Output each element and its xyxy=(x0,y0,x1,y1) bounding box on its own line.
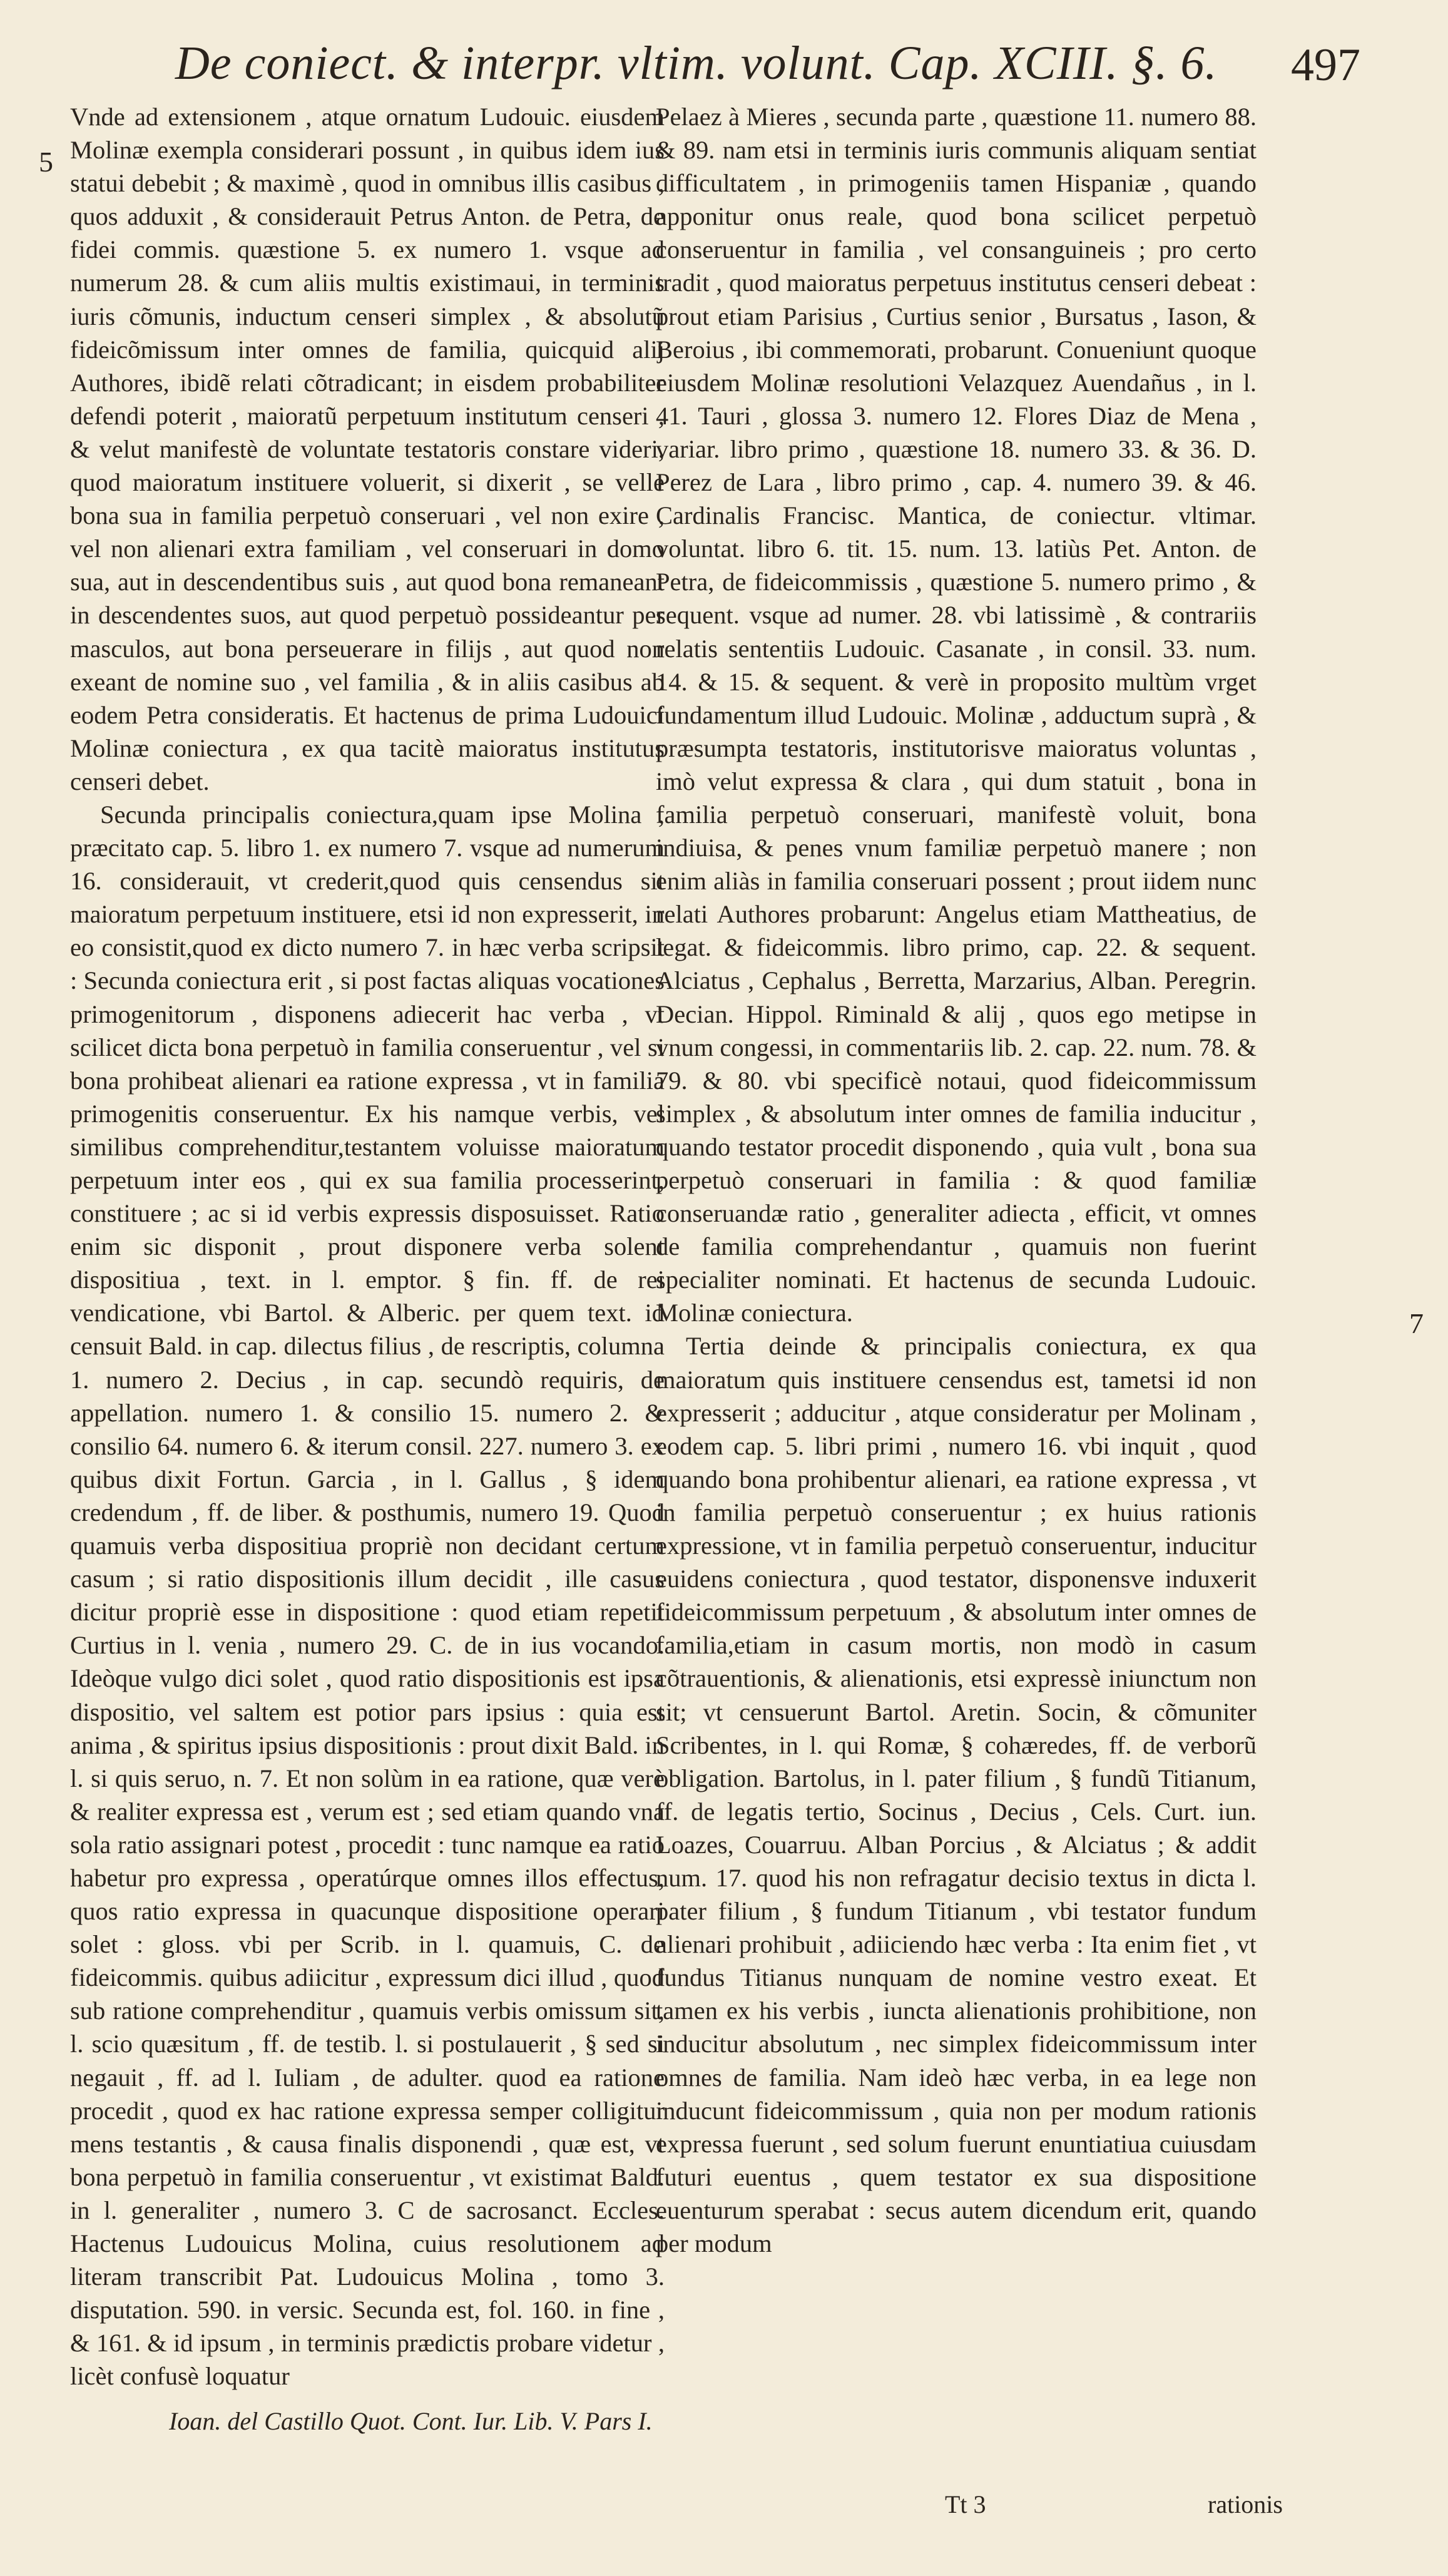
paragraph-1: Vnde ad extensionem , atque ornatum Ludouic. eiusdem Molinæ exempla considerari possunt , in quibus idem ius statui debebit ; & maximè , quod in omnibus illis casibus , quos adduxit , & considerauit Petrus Anton. de Petra, de fidei commis. quæstione 5. ex numero 1. vsque ad numerum 28. & cum aliis multis existimaui, in terminis iuris cõmunis, inductum censeri simplex , & absolutũ fideicõmissum inter omnes de familia, quicquid alij Authores, ibidẽ relati cõtradicant; in eisdem probabiliter defendi poterit , maioratũ perpetuum institutum censeri , & velut manifestè de voluntate testatoris constare videri, quod maioratum instituere voluerit, si dixerit , se velle bona sua in familia perpetuò conseruari , vel non exire , vel non alienari extra familiam , vel conseruari in domo sua, aut in descendentibus suis , aut quod bona remaneant in descendentes suos, aut quod perpetuò possideantur per masculos, aut bona perseuerare in filijs , aut quod non exeant de nomine suo , vel familia , & in aliis casibus ab eodem Petra consideratis. Et hactenus de prima Ludouici Molinæ coniectura , ex qua tacitè maioratus institutus censeri debet. xyxy=(70,103,665,795)
paragraph-3: Pelaez à Mieres , secunda parte , quæstione 11. numero 88. & 89. nam etsi in terminis iuris communis aliquam sentiat difficultatem , in primogeniis tamen Hispaniæ , quando apponitur onus reale, quod bona scilicet perpetuò conseruentur in familia , vel consanguineis ; pro certo tradit , quod maioratus perpetuus institutus censeri debeat : prout etiam Parisius , Curtius senior , Bursatus , Iason, & Beroius , ibi commemorati, probarunt. Conueniunt quoque eiusdem Molinæ resolutioni Velazquez Auendañus , in l. 41. Tauri , glossa 3. numero 12. Flores Diaz de Mena , variar. libro primo , quæstione 18. numero 33. & 36. D. Perez de Lara , libro primo , cap. 4. numero 39. & 46. Cardinalis Francisc. Mantica, de coniectur. vltimar. voluntat. libro 6. tit. 15. num. 13. latiùs Pet. Anton. de Petra, de fideicommissis , quæstione 5. numero primo , & sequent. vsque ad numer. 28. vbi latissimè , & contrariis relatis sententiis Ludouic. Casanate , in consil. 33. num. 14. & 15. & sequent. & verè in proposito multùm vrget fundamentum illud Ludouic. Molinæ , adductum suprà , & præsumpta testatoris, institutorisve maioratus voluntas , imò velut expressa & clara , qui dum statuit , bona in familia perpetuò conseruari, manifestè voluit, bona indiuisa, & penes vnum familiæ perpetuò manere ; non enim aliàs in familia conseruari possent ; prout iidem nunc relati Authores probarunt: Angelus etiam Mattheatius, de legat. & fideicommis. libro primo, cap. 22. & sequent. Alciatus , Cephalus , Berretta, Marzarius, Alban. Peregrin. Decian. Hippol. Riminald & alij , quos ego metipse in vnum congessi, in commentariis lib. 2. cap. 22. num. 78. & 79. & 80. vbi specificè notaui, quod fideicommissum simplex , & absolutum inter omnes de familia inducitur , quando testator procedit disponendo , quia vult , bona sua perpetuò conseruari in familia : & quod familiæ conseruandæ ratio , generaliter adiecta , efficit, vt omnes de familia comprehendantur , quamuis non fuerint specialiter nominati. Et hactenus de secunda Ludouic. Molinæ coniectura. xyxy=(656,103,1257,1327)
left-column xyxy=(70,100,665,2393)
paragraph-2: Secunda principalis coniectura,quam ipse Molina , præcitato cap. 5. libro 1. ex numero 7. vsque ad numerum 16. considerauit, vt crederit,quod quis censendus sit maioratum perpetuum instituere, etsi id non expresserit, in eo consistit,quod ex dicto numero 7. in hæc verba scripsit : Secunda coniectura erit , si post factas aliquas vocationes primogenitorum , disponens adiecerit hac verba , vt scilicet dicta bona perpetuò in familia conseruentur , vel si bona prohibeat alienari ea ratione expressa , vt in familia primogenitis conseruentur. Ex his namque verbis, vel similibus comprehenditur,testantem voluisse maioratum perpetuum inter eos , qui ex sua familia processerint, constituere ; ac si id verbis expressis disposuisset. Ratio enim sic disponit , prout disponere verba solent dispositiua , text. in l. emptor. § fin. ff. de rei vendicatione, vbi Bartol. & Alberic. per quem text. id censuit Bald. in cap. dilectus filius , de rescriptis, columna 1. numero 2. Decius , in cap. secundò requiris, de appellation. numero 1. & consilio 15. numero 2. & consilio 64. numero 6. & iterum consil. 227. numero 3. ex quibus dixit Fortun. Garcia , in l. Gallus , § idem credendum , ff. de liber. & posthumis, numero 19. Quod quamuis verba dispositiua propriè non decidant certum casum ; si ratio dispositionis illum decidit , ille casus dicitur propriè esse in dispositione : quod etiam repetit Curtius in l. venia , numero 29. C. de in ius vocando. Ideòque vulgo dici solet , quod ratio dispositionis est ipsa dispositio, vel saltem est potior pars ipsius : quia est anima , & spiritus ipsius dispositionis : prout dixit Bald. in l. si quis seruo, n. 7. Et non solùm in ea ratione, quæ verè & realiter expressa est , verum est ; sed etiam quando vna sola ratio assignari potest , procedit : tunc namque ea ratio habetur pro expressa , operatúrque omnes illos effectus, quos ratio expressa in quacunque dispositione operari solet : gloss. vbi per Scrib. in l. quamuis, C. de fideicommis. quibus adiicitur , expressum dici illud , quod sub ratione comprehenditur , quamuis verbis omissum sit, l. scio quæsitum , ff. de testib. l. si postulauerit , § sed si negauit , ff. ad l. Iuliam , de adulter. quod ea ratione procedit , quod ex hac ratione expressa semper colligitur mens testantis , & causa finalis disponendi , quæ est, vt bona perpetuò in familia conseruentur , vt existimat Bald. in l. generaliter , numero 3. C de sacrosanct. Eccles. Hactenus Ludouicus Molina, cuius resolutionem ad literam transcribit Pat. Ludouicus Molina , tomo 3. disputation. 590. in versic. Secunda est, fol. 160. in fine , & 161. & id ipsum , in terminis prædictis probare videtur , licèt confusè loquatur xyxy=(70,800,665,2391)
right-column xyxy=(656,100,1257,2260)
page-number: 497 xyxy=(1291,39,1360,91)
paragraph-4: Tertia deinde & principalis coniectura, ex qua maioratum quis instituere censendus est, tametsi id non expresserit ; adducitur , atque consideratur per Molinam , eodem cap. 5. libri primi , numero 16. vbi inquit , quod quando bona prohibentur alienari, ea ratione expressa , vt in familia perpetuò conseruentur ; ex huius rationis expressione, vt in familia perpetuò conseruentur, inducitur euidens coniectura , quod testator, disponensve induxerit fideicommissum perpetuum , & absolutum inter omnes de familia,etiam in casum mortis, non modò in casum cõtrauentionis, & alienationis, etsi expressè iniunctum non sit; vt censuerunt Bartol. Aretin. Socin, & cõmuniter Scribentes, in l. qui Romæ, § cohæredes, ff. de verborũ obligation. Bartolus, in l. pater filium , § fundũ Titianum, ff. de legatis tertio, Socinus , Decius , Cels. Curt. iun. Loazes, Couarruu. Alban Porcius , & Alciatus ; & addit num. 17. quod his non refragatur decisio textus in dicta l. pater filium , § fundum Titianum , vbi testator fundum alienari prohibuit , adiiciendo hæc verba : Ita enim fiet , vt fundus Titianus nunquam de nomine vestro exeat. Et tamen ex his verbis , iuncta alienationis prohibitione, non inducitur absolutum , nec simplex fideicommissum inter omnes de familia. Nam ideò hæc verba, in ea lege non inducunt fideicommissum , quia non per modum rationis expressa fuerunt , sed solum fuerunt enuntiatiua cuiusdam futuri euentus , quem testator ex sua dispositione euenturum sperabat : secus autem dicendum erit, quando per modum xyxy=(656,1332,1257,2257)
footer-book-title: Ioan. del Castillo Quot. Cont. Iur. Lib. V. Pars I. xyxy=(169,2407,653,2435)
signature-mark: Tt 3 xyxy=(945,2490,986,2518)
margin-note-left: 5 xyxy=(39,146,53,178)
running-title: De coniect. & interpr. vltim. volunt. Cap. XCIII. §. 6. xyxy=(175,37,1218,89)
catchword: rationis xyxy=(1208,2490,1283,2518)
page-header xyxy=(0,25,1448,94)
margin-note-right: 7 xyxy=(1409,1307,1424,1339)
